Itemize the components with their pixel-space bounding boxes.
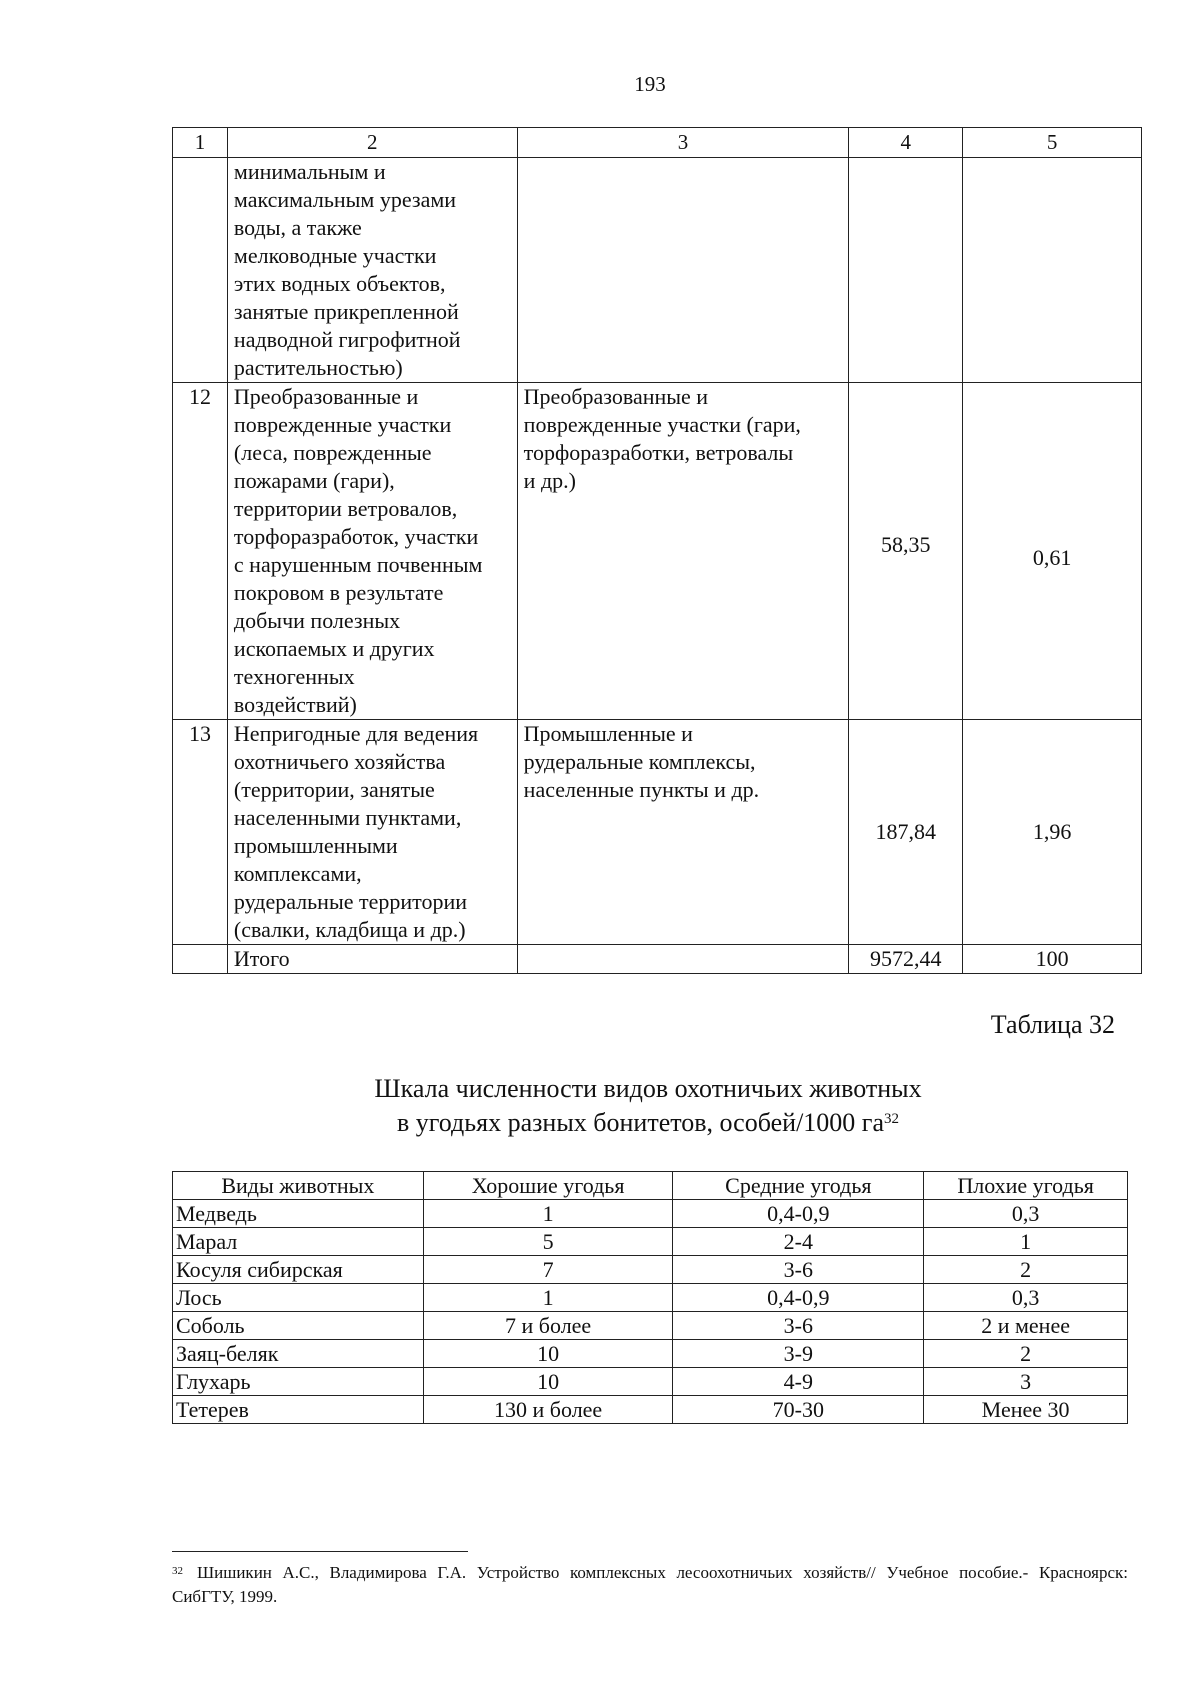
column-header: Виды животных [173,1172,424,1200]
column-header: 2 [227,128,517,158]
description-line: комплексами, [233,861,362,886]
density-value: Менее 30 [924,1396,1128,1424]
species-name: Косуля сибирская [173,1256,424,1284]
land-category-table [172,127,1142,974]
land-category [517,720,849,945]
description-line: этих водных объектов, [233,271,446,296]
category-line: поврежденные участки (гари, [523,412,801,437]
density-value: 10 [423,1368,673,1396]
species-name: Лось [173,1284,424,1312]
row-number [173,158,228,383]
footnote [172,1561,1128,1609]
table-row [173,1200,1128,1228]
density-value: 3-9 [673,1340,924,1368]
description-line: добычи полезных [233,608,401,633]
column-header: 4 [849,128,963,158]
column-header: Плохие угодья [924,1172,1128,1200]
percent-value: 0,61 [963,383,1142,720]
land-description [227,383,517,720]
footnote-mark: 32 [172,1565,183,1577]
column-header: 5 [963,128,1142,158]
table-row [173,1340,1128,1368]
animal-density-table [172,1171,1128,1424]
table-title-line-1: Шкала численности видов охотничьих животных [374,1074,922,1103]
column-header: 1 [173,128,228,158]
land-description [227,158,517,383]
density-value: 0,3 [924,1284,1128,1312]
area-value [849,158,963,383]
percent-value: 1,96 [963,720,1142,945]
description-line: Преобразованные и [233,384,419,409]
table-row [173,1228,1128,1256]
species-name: Марал [173,1228,424,1256]
description-line: максимальным урезами [233,187,457,212]
description-line: охотничьего хозяйства [233,749,446,774]
density-value: 0,3 [924,1200,1128,1228]
total-label: Итого [227,945,517,974]
category-line: и др.) [523,468,576,493]
description-line: территории ветровалов, [233,496,458,521]
table-title-text: в угодьях разных бонитетов, особей/1000 га [397,1108,884,1137]
description-line: (территории, занятые [233,777,435,802]
category-line: Преобразованные и [523,384,709,409]
density-value: 1 [423,1284,673,1312]
species-name: Заяц-беляк [173,1340,424,1368]
table-row [173,383,1142,720]
column-header: Средние угодья [673,1172,924,1200]
table-row [173,158,1142,383]
description-line: населенными пунктами, [233,805,462,830]
description-line: поврежденные участки [233,412,452,437]
footnote-divider [172,1551,468,1552]
percent-value [963,158,1142,383]
area-value: 58,35 [849,383,963,720]
density-value: 2 [924,1256,1128,1284]
density-value: 10 [423,1340,673,1368]
density-value: 1 [423,1200,673,1228]
land-category [517,158,849,383]
footnote-text: Шишикин А.С., Владимирова Г.А. Устройство комплексных лесоохотничьих хозяйств// Учебное пособие.- Красноярск: СибГТУ, 1999. [172,1563,1128,1606]
species-name: Тетерев [173,1396,424,1424]
density-value: 130 и более [423,1396,673,1424]
species-name: Медведь [173,1200,424,1228]
density-value: 2-4 [673,1228,924,1256]
density-value: 1 [924,1228,1128,1256]
density-value: 5 [423,1228,673,1256]
total-percent: 100 [963,945,1142,974]
table-title [172,1072,1124,1140]
description-line: (леса, поврежденные [233,440,432,465]
table-header-row [173,128,1142,158]
table-row [173,1368,1128,1396]
density-value: 70-30 [673,1396,924,1424]
total-area: 9572,44 [849,945,963,974]
table-header-row [173,1172,1128,1200]
description-line: покровом в результате [233,580,444,605]
column-header: 3 [517,128,849,158]
density-value: 7 [423,1256,673,1284]
table-row [173,1284,1128,1312]
description-line: воздействий) [233,692,357,717]
density-value: 0,4-0,9 [673,1284,924,1312]
description-line: (свалки, кладбища и др.) [233,917,466,942]
description-line: с нарушенным почвенным [233,552,483,577]
total-category [517,945,849,974]
description-line: ископаемых и других [233,636,435,661]
species-name: Глухарь [173,1368,424,1396]
description-line: растительностью) [233,355,403,380]
description-line: занятые прикрепленной [233,299,459,324]
category-line: населенные пункты и др. [523,777,760,802]
total-row [173,945,1142,974]
density-value: 3-6 [673,1256,924,1284]
footnote-reference[interactable]: 32 [884,1111,899,1127]
species-name: Соболь [173,1312,424,1340]
category-line: Промышленные и [523,721,693,746]
description-line: промышленными [233,833,398,858]
row-number: 12 [173,383,228,720]
description-line: мелководные участки [233,243,437,268]
page-number: 193 [634,72,666,96]
density-value: 2 и менее [924,1312,1128,1340]
table-row [173,1396,1128,1424]
density-value: 4-9 [673,1368,924,1396]
description-line: пожарами (гари), [233,468,395,493]
area-value: 187,84 [849,720,963,945]
description-line: минимальным и [233,159,386,184]
density-value: 7 и более [423,1312,673,1340]
density-value: 3 [924,1368,1128,1396]
category-line: рудеральные комплексы, [523,749,756,774]
description-line: техногенных [233,664,355,689]
land-description [227,720,517,945]
category-line: торфоразработки, ветровалы [523,440,794,465]
description-line: надводной гигрофитной [233,327,461,352]
row-number: 13 [173,720,228,945]
description-line: воды, а также [233,215,362,240]
table-row [173,1256,1128,1284]
table-row [173,720,1142,945]
table-row [173,1312,1128,1340]
description-line: торфоразработок, участки [233,524,479,549]
column-header: Хорошие угодья [423,1172,673,1200]
table-title-line-2 [172,1106,1124,1140]
description-line: Непригодные для ведения [233,721,479,746]
description-line: рудеральные территории [233,889,468,914]
land-category [517,383,849,720]
density-value: 3-6 [673,1312,924,1340]
table-label: Таблица 32 [990,1010,1115,1039]
density-value: 0,4-0,9 [673,1200,924,1228]
density-value: 2 [924,1340,1128,1368]
row-number [173,945,228,974]
